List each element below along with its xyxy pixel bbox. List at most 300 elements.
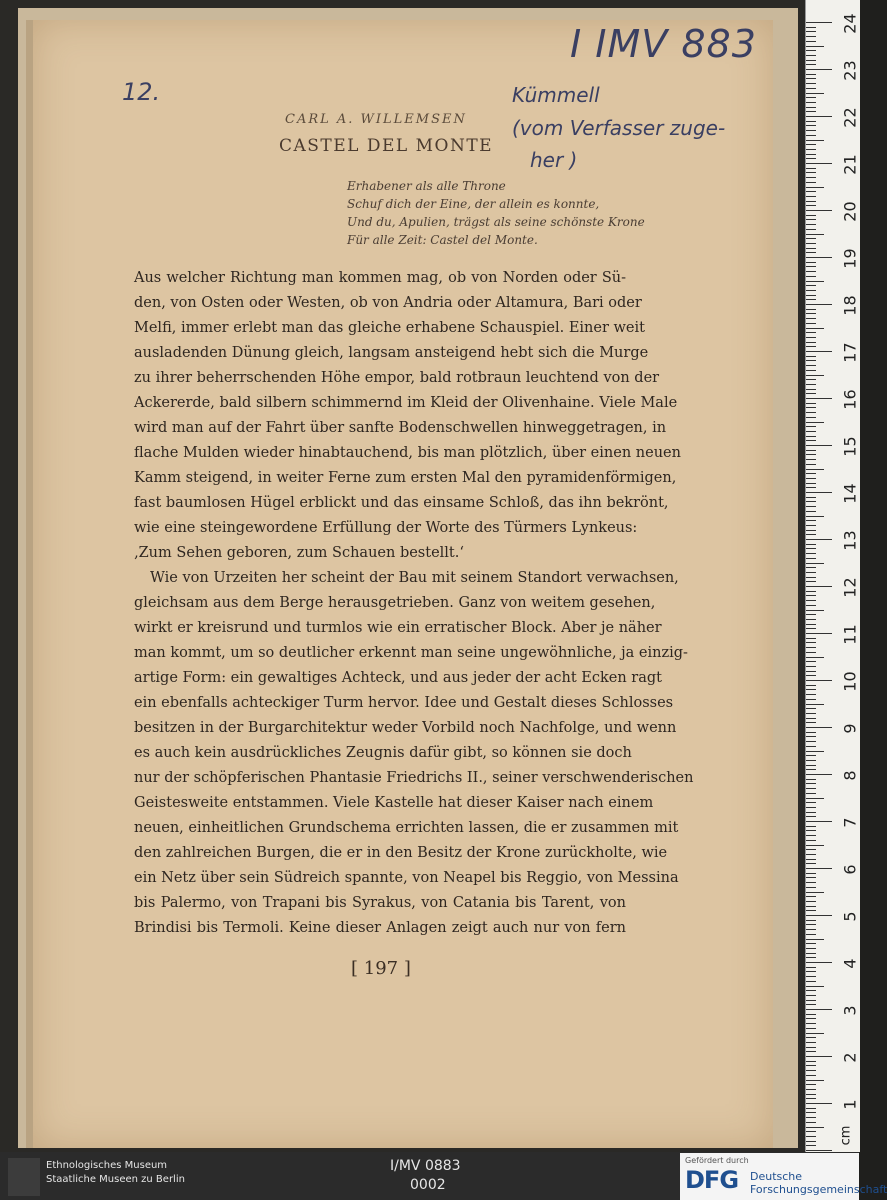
ruler-tick — [806, 107, 816, 108]
ruler-tick — [806, 722, 816, 723]
ruler-tick — [806, 548, 816, 549]
ruler-tick — [806, 1009, 832, 1010]
body-line: es auch kein ausdrückliches Zeugnis dafür gibt, so können sie doch — [134, 745, 632, 761]
ruler-tick — [806, 704, 824, 705]
ruler-tick — [806, 182, 816, 183]
body-line: den, von Osten oder Westen, ob von Andria oder Altamura, Bari oder — [134, 295, 642, 311]
handwritten-folio: 12. — [122, 78, 161, 106]
ruler-number: 19 — [840, 248, 860, 269]
ruler-tick — [806, 1075, 816, 1076]
ruler-number: 8 — [840, 770, 860, 781]
ruler-tick — [806, 1127, 824, 1128]
ruler-tick — [806, 971, 816, 972]
ruler-tick — [806, 798, 824, 799]
ruler-tick — [806, 882, 816, 883]
ruler-number: 9 — [840, 723, 860, 734]
ruler-number: 2 — [840, 1052, 860, 1063]
ruler-tick — [806, 868, 832, 869]
ruler-tick — [806, 534, 816, 535]
ruler-tick — [806, 713, 816, 714]
body-line: wirkt er kreisrund und turmlos wie ein erratischer Block. Aber je näher — [134, 620, 662, 636]
ruler-tick — [806, 1098, 816, 1099]
ruler-tick — [806, 624, 816, 625]
ruler-tick — [806, 55, 816, 56]
museum-name: Ethnologisches Museum — [46, 1160, 168, 1171]
ruler-tick — [806, 845, 824, 846]
ruler-tick — [806, 671, 816, 672]
ruler-tick — [806, 741, 816, 742]
ruler-tick — [806, 116, 832, 117]
ruler-tick — [806, 299, 816, 300]
ruler-tick — [806, 295, 816, 296]
ruler-tick — [806, 600, 816, 601]
ruler-tick — [806, 1004, 816, 1005]
ruler-tick — [806, 440, 816, 441]
ruler-tick — [806, 172, 816, 173]
ruler-tick — [806, 1014, 816, 1015]
object-identifier: I/MV 0883 — [390, 1158, 461, 1174]
ruler-tick — [806, 581, 816, 582]
ruler-tick — [806, 41, 816, 42]
ruler-tick — [806, 360, 816, 361]
ruler-tick — [806, 422, 824, 423]
ruler-tick — [806, 708, 816, 709]
body-line: Aus welcher Richtung man kommen mag, ob von Norden oder Sü- — [134, 270, 626, 286]
ruler-tick — [806, 478, 816, 479]
ruler-number: 4 — [840, 958, 860, 969]
ruler-tick — [806, 454, 816, 455]
ruler-tick — [806, 595, 816, 596]
ruler-tick — [806, 135, 816, 136]
body-line: ein Netz über sein Südreich spannte, von Neapel bis Reggio, von Messina — [134, 870, 679, 886]
ruler-tick — [806, 953, 816, 954]
ruler-tick — [806, 370, 816, 371]
ruler-tick — [806, 417, 816, 418]
ruler-tick — [806, 337, 816, 338]
ruler-tick — [806, 201, 816, 202]
body-line: neuen, einheitlichen Grundschema errichten lassen, die er zusammen mit — [134, 820, 679, 836]
museum-institution: Staatliche Museen zu Berlin — [46, 1174, 185, 1185]
ruler-tick — [806, 1131, 816, 1132]
ruler-tick — [806, 906, 816, 907]
ruler-tick — [806, 328, 824, 329]
body-line: artige Form: ein gewaltiges Achteck, und aus jeder der acht Ecken ragt — [134, 670, 662, 686]
ruler-tick — [806, 863, 816, 864]
ruler-tick — [806, 577, 816, 578]
motto-line: Erhabener als alle Throne — [347, 179, 506, 193]
ruler-tick — [806, 1150, 832, 1151]
ruler-tick — [806, 473, 816, 474]
ruler-tick — [806, 610, 824, 611]
body-line: wie eine steingewordene Erfüllung der Worte des Türmers Lynkeus: — [134, 520, 638, 536]
ruler-tick — [806, 934, 816, 935]
ruler-tick — [806, 266, 816, 267]
ruler-tick — [806, 304, 832, 305]
motto-line: Schuf dich der Eine, der allein es konnte, — [347, 197, 600, 211]
ruler-tick — [806, 924, 816, 925]
body-line: fast baumlosen Hügel erblickt und das einsame Schloß, das ihn bekrönt, — [134, 495, 669, 511]
ruler-tick — [806, 215, 816, 216]
dfg-logo: DFG — [685, 1166, 739, 1194]
ruler-tick — [806, 257, 832, 258]
ruler-tick — [806, 69, 832, 70]
ruler-number: 17 — [840, 342, 860, 363]
ruler-tick — [806, 1047, 816, 1048]
body-line: ein ebenfalls achteckiger Turm hervor. Idee und Gestalt dieses Schlosses — [134, 695, 674, 711]
body-line: den zahlreichen Burgen, die er in den Besitz der Krone zurückholte, wie — [134, 845, 668, 861]
ruler-tick — [806, 1033, 824, 1034]
ruler-tick — [806, 140, 824, 141]
ruler-tick — [806, 802, 816, 803]
ruler-number: 18 — [840, 295, 860, 316]
ruler-number: 5 — [840, 911, 860, 922]
ruler-tick — [806, 605, 816, 606]
ruler-tick — [806, 920, 816, 921]
ruler-tick — [806, 614, 816, 615]
ruler-tick — [806, 1061, 816, 1062]
ruler-tick — [806, 177, 816, 178]
body-line: nur der schöpferischen Phantasie Friedrichs II., seiner verschwenderischen — [134, 770, 694, 786]
body-line: Kamm steigend, in weiter Ferne zum ersten Mal den pyramidenförmigen, — [134, 470, 677, 486]
ruler-tick — [806, 516, 824, 517]
ruler-tick — [806, 572, 816, 573]
ruler-tick — [806, 652, 816, 653]
ruler-tick — [806, 666, 816, 667]
ruler-tick — [806, 1065, 816, 1066]
ruler-tick — [806, 384, 816, 385]
ruler-number: 15 — [840, 436, 860, 457]
ruler-tick — [806, 492, 832, 493]
ruler-tick — [806, 633, 832, 634]
body-line: man kommt, um so deutlicher erkennt man seine ungewöhnliche, ja einzig- — [134, 645, 688, 661]
ruler-tick — [806, 342, 816, 343]
ruler-number: 13 — [840, 530, 860, 551]
ruler-tick — [806, 751, 824, 752]
ruler-tick — [806, 840, 816, 841]
handwritten-note-line: Kümmell — [512, 83, 600, 107]
ruler-tick — [806, 642, 816, 643]
ruler-tick — [806, 191, 816, 192]
ruler-tick — [806, 986, 824, 987]
body-line: bis Palermo, von Trapani bis Syrakus, von Catania bis Tarent, von — [134, 895, 626, 911]
author-name: CARL A. WILLEMSEN — [285, 112, 467, 127]
ruler-tick — [806, 196, 816, 197]
ruler-tick — [806, 732, 816, 733]
ruler-tick — [806, 1117, 816, 1118]
ruler-tick — [806, 431, 816, 432]
ruler-tick — [806, 976, 816, 977]
ruler-tick — [806, 224, 816, 225]
ruler-tick — [806, 567, 816, 568]
ruler-tick — [806, 746, 816, 747]
ruler-tick — [806, 511, 816, 512]
ruler-tick — [806, 835, 816, 836]
ruler-tick — [806, 252, 816, 253]
ruler-tick — [806, 826, 816, 827]
ruler-tick — [806, 981, 816, 982]
ruler-tick — [806, 403, 816, 404]
ruler-tick — [806, 469, 824, 470]
ruler-tick — [806, 943, 816, 944]
ruler-tick — [806, 393, 816, 394]
ruler-tick — [806, 407, 816, 408]
ruler-tick — [806, 46, 824, 47]
ruler-tick — [806, 436, 816, 437]
ruler-tick — [806, 638, 816, 639]
ruler-tick — [806, 1122, 816, 1123]
ruler-tick — [806, 445, 832, 446]
ruler-tick — [806, 1112, 816, 1113]
ruler-tick — [806, 60, 816, 61]
body-line: Melfi, immer erlebt man das gleiche erhabene Schauspiel. Einer weit — [134, 320, 645, 336]
ruler-tick — [806, 78, 816, 79]
ruler-tick — [806, 816, 816, 817]
ruler-tick — [806, 149, 816, 150]
ruler-tick — [806, 1084, 816, 1085]
article-title: CASTEL DEL MONTE — [279, 136, 494, 156]
ruler-tick — [806, 859, 816, 860]
body-line: Brindisi bis Termoli. Keine dieser Anlagen zeigt auch nur von fern — [134, 920, 626, 936]
ruler-tick — [806, 210, 832, 211]
ruler-tick — [806, 168, 816, 169]
ruler-tick — [806, 520, 816, 521]
ruler-tick — [806, 685, 816, 686]
ruler-tick — [806, 854, 816, 855]
ruler-tick — [806, 1056, 832, 1057]
ruler-tick — [806, 680, 832, 681]
ruler-tick — [806, 31, 816, 32]
body-line: wird man auf der Fahrt über sanfte Bodenschwellen hinweggetragen, in — [134, 420, 667, 436]
museum-logo — [8, 1158, 40, 1196]
image-page-number: 0002 — [410, 1177, 446, 1193]
ruler-tick — [806, 774, 832, 775]
ruler-tick — [806, 102, 816, 103]
ruler-tick — [806, 332, 816, 333]
body-line: Geistesweite entstammen. Viele Kastelle hat dieser Kaiser nach einem — [134, 795, 654, 811]
ruler-tick — [806, 877, 816, 878]
ruler-tick — [806, 356, 816, 357]
ruler-tick — [806, 1136, 816, 1137]
ruler-tick — [806, 647, 816, 648]
ruler-tick — [806, 50, 816, 51]
ruler-tick — [806, 1103, 832, 1104]
ruler-number: 22 — [840, 107, 860, 128]
ruler-number: 16 — [840, 389, 860, 410]
ruler-tick — [806, 281, 824, 282]
ruler-tick — [806, 675, 816, 676]
ruler-number: 11 — [840, 624, 860, 645]
ruler-tick — [806, 1108, 816, 1109]
ruler-tick — [806, 229, 816, 230]
ruler-tick — [806, 125, 816, 126]
ruler-tick — [806, 163, 832, 164]
ruler-tick — [806, 948, 816, 949]
ruler-tick — [806, 375, 824, 376]
ruler-tick — [806, 351, 832, 352]
ruler-tick — [806, 689, 816, 690]
ruler-tick — [806, 1023, 816, 1024]
ruler-tick — [806, 553, 816, 554]
ruler-tick — [806, 379, 816, 380]
ruler-tick — [806, 896, 816, 897]
ruler-tick — [806, 1145, 816, 1146]
ruler-tick — [806, 849, 816, 850]
ruler-tick — [806, 563, 824, 564]
ruler-tick — [806, 130, 816, 131]
body-line: ausladenden Dünung gleich, langsam ansteigend hebt sich die Murge — [134, 345, 649, 361]
body-line: gleichsam aus dem Berge herausgetrieben. Ganz von weitem gesehen, — [134, 595, 656, 611]
ruler-tick — [806, 1018, 816, 1019]
ruler-tick — [806, 957, 816, 958]
ruler-tick — [806, 88, 816, 89]
ruler-tick — [806, 657, 824, 658]
ruler-tick — [806, 736, 816, 737]
ruler-tick — [806, 1089, 816, 1090]
ruler-tick — [806, 892, 824, 893]
ruler-tick — [806, 628, 816, 629]
ruler-tick — [806, 27, 816, 28]
ruler-tick — [806, 539, 832, 540]
ruler-number: 3 — [840, 1005, 860, 1016]
motto-line: Für alle Zeit: Castel del Monte. — [347, 233, 538, 247]
ruler-tick — [806, 313, 816, 314]
ruler-tick — [806, 901, 816, 902]
ruler-tick — [806, 830, 816, 831]
ruler-tick — [806, 121, 816, 122]
body-line: ‚Zum Sehen geboren, zum Schauen bestellt.‘ — [134, 545, 464, 561]
ruler-tick — [806, 887, 816, 888]
ruler-tick — [806, 487, 816, 488]
ruler-tick — [806, 783, 816, 784]
ruler-tick — [806, 144, 816, 145]
ruler-tick — [806, 22, 832, 23]
handwritten-inventory-number: I IMV 883 — [570, 22, 757, 66]
ruler-tick — [806, 83, 816, 84]
ruler-tick — [806, 1051, 816, 1052]
ruler-tick — [806, 525, 816, 526]
ruler-number: 14 — [840, 483, 860, 504]
ruler-tick — [806, 154, 816, 155]
centimeter-ruler — [805, 0, 860, 1152]
ruler-number: 12 — [840, 577, 860, 598]
ruler-tick — [806, 346, 816, 347]
ruler-tick — [806, 398, 832, 399]
ruler-tick — [806, 586, 832, 587]
ruler-tick — [806, 699, 816, 700]
ruler-tick — [806, 450, 816, 451]
dfg-funded-label: Gefördert durch — [685, 1156, 749, 1165]
ruler-tick — [806, 788, 816, 789]
ruler-tick — [806, 93, 824, 94]
ruler-number: 6 — [840, 864, 860, 875]
ruler-tick — [806, 271, 816, 272]
ruler-tick — [806, 262, 816, 263]
ruler-tick — [806, 497, 816, 498]
ruler-tick — [806, 219, 816, 220]
ruler-tick — [806, 506, 816, 507]
ruler-tick — [806, 1141, 816, 1142]
ruler-tick — [806, 755, 816, 756]
ruler-tick — [806, 807, 816, 808]
ruler-tick — [806, 929, 816, 930]
ruler-number: 20 — [840, 201, 860, 222]
ruler-tick — [806, 727, 832, 728]
ruler-tick — [806, 779, 816, 780]
ruler-tick — [806, 464, 816, 465]
ruler-tick — [806, 426, 816, 427]
ruler-tick — [806, 558, 816, 559]
ruler-tick — [806, 910, 816, 911]
ruler-number: 23 — [840, 60, 860, 81]
ruler-tick — [806, 661, 816, 662]
ruler-tick — [806, 1080, 824, 1081]
ruler-unit: cm — [838, 1125, 854, 1146]
page-number: [ 197 ] — [351, 958, 411, 979]
ruler-tick — [806, 318, 816, 319]
ruler-tick — [806, 158, 816, 159]
ruler-tick — [806, 990, 816, 991]
ruler-tick — [806, 309, 816, 310]
body-line: besitzen in der Burgarchitektur weder Vorbild noch Nachfolge, und wenn — [134, 720, 677, 736]
ruler-tick — [806, 821, 832, 822]
ruler-tick — [806, 769, 816, 770]
ruler-tick — [806, 967, 816, 968]
ruler-tick — [806, 793, 816, 794]
ruler-tick — [806, 873, 816, 874]
ruler-tick — [806, 694, 816, 695]
ruler-tick — [806, 915, 832, 916]
ruler-tick — [806, 760, 816, 761]
ruler-tick — [806, 238, 816, 239]
ruler-tick — [806, 619, 816, 620]
ruler-tick — [806, 1000, 816, 1001]
handwritten-note-line: her ) — [530, 148, 578, 172]
ruler-tick — [806, 64, 816, 65]
ruler-tick — [806, 323, 816, 324]
ruler-tick — [806, 1028, 816, 1029]
motto-line: Und du, Apulien, trägst als seine schönste Krone — [347, 215, 645, 229]
ruler-tick — [806, 365, 816, 366]
ruler-tick — [806, 812, 816, 813]
ruler-tick — [806, 939, 824, 940]
ruler-tick — [806, 995, 816, 996]
ruler-tick — [806, 530, 816, 531]
ruler-tick — [806, 459, 816, 460]
ruler-tick — [806, 74, 816, 75]
ruler-tick — [806, 36, 816, 37]
ruler-tick — [806, 248, 816, 249]
body-line: flache Mulden wieder hinabtauchend, bis man plötzlich, über einen neuen — [134, 445, 681, 461]
dfg-name-line: Deutsche — [750, 1170, 803, 1183]
ruler-tick — [806, 591, 816, 592]
dfg-name-line: Forschungsgemeinschaft — [750, 1183, 887, 1196]
ruler-number: 24 — [840, 13, 860, 34]
ruler-number: 1 — [840, 1099, 860, 1110]
body-line: Wie von Urzeiten her scheint der Bau mit seinem Standort verwachsen, — [150, 570, 679, 586]
ruler-tick — [806, 97, 816, 98]
ruler-tick — [806, 234, 824, 235]
ruler-number: 7 — [840, 817, 860, 828]
ruler-tick — [806, 290, 816, 291]
ruler-tick — [806, 962, 832, 963]
ruler-tick — [806, 483, 816, 484]
ruler-tick — [806, 501, 816, 502]
ruler-tick — [806, 389, 816, 390]
ruler-number: 21 — [840, 154, 860, 175]
ruler-tick — [806, 205, 816, 206]
ruler-tick — [806, 1070, 816, 1071]
ruler-tick — [806, 276, 816, 277]
